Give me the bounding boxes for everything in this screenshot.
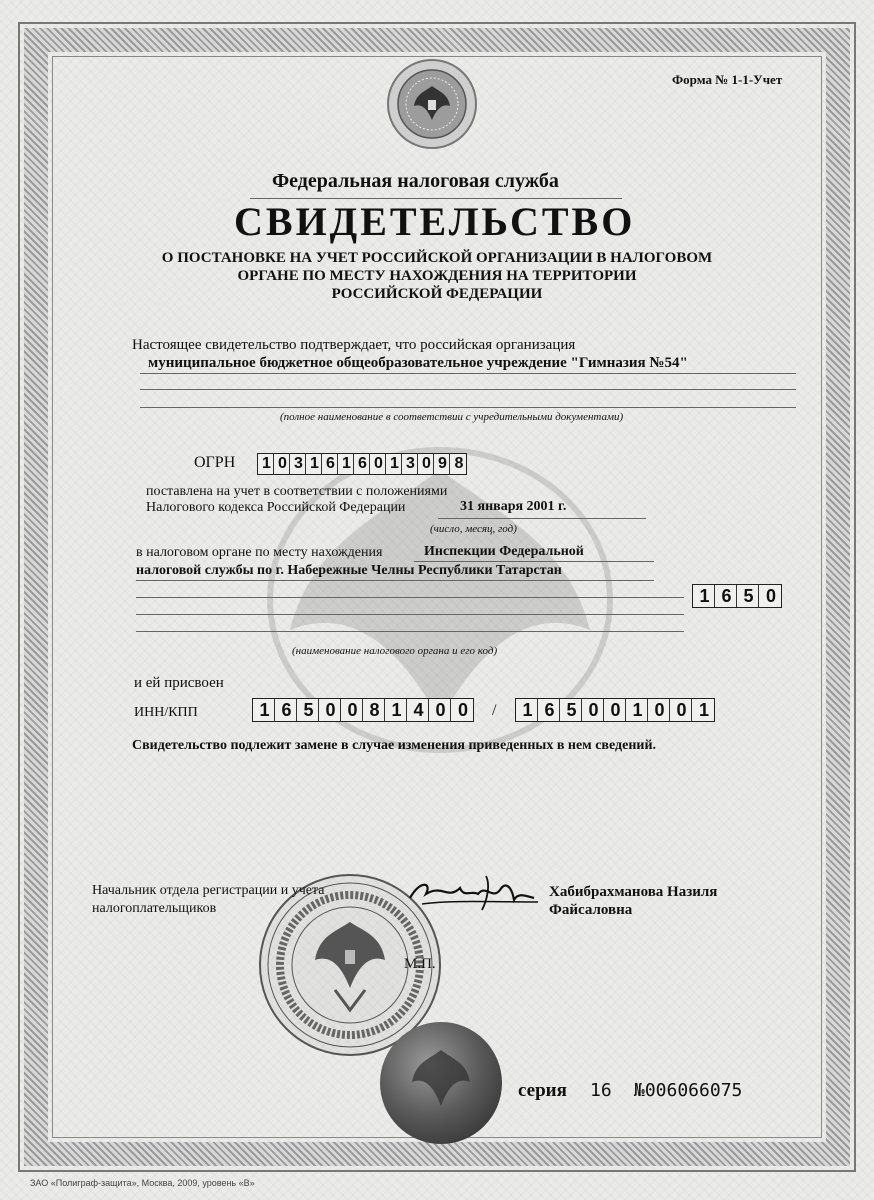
signer-name-2: Файсаловна <box>549 902 633 918</box>
tax-office-code-digit: 5 <box>737 585 759 607</box>
organization-name: муниципальное бюджетное общеобразовательное учреждение "Гимназия №54" <box>148 355 688 371</box>
series-label: серия <box>518 1080 567 1101</box>
kpp-digit: 5 <box>560 699 582 721</box>
stamp-place-label: М.П. <box>404 956 436 972</box>
inn-digit: 6 <box>275 699 297 721</box>
subtitle-line-3: РОССИЙСКОЙ ФЕДЕРАЦИИ <box>331 286 543 302</box>
signer-name-1: Хабибрахманова Назиля <box>549 884 718 900</box>
tax-office-code-digit: 6 <box>715 585 737 607</box>
tax-office-intro: в налоговом органе по месту нахождения <box>136 545 383 560</box>
inn-digit: 1 <box>385 699 407 721</box>
form-number: Форма № 1-1-Учет <box>672 72 783 87</box>
agency-name: Федеральная налоговая служба <box>272 170 559 192</box>
inn-digit: 4 <box>407 699 429 721</box>
date-caption: (число, месяц, год) <box>430 523 517 535</box>
inn-digit: 0 <box>341 699 363 721</box>
ogrn-digit: 1 <box>306 454 322 474</box>
subtitle-line-2: ОРГАНЕ ПО МЕСТУ НАХОЖДЕНИЯ НА ТЕРРИТОРИИ <box>237 268 637 284</box>
signature-icon <box>402 870 542 920</box>
kpp-digit: 1 <box>698 699 709 720</box>
signer-position-2: налогоплательщиков <box>92 901 217 916</box>
ogrn-field <box>257 453 467 475</box>
kpp-field <box>515 698 715 722</box>
ogrn-digit: 1 <box>338 454 354 474</box>
registered-line-1: поставлена на учет в соответствии с положениями <box>146 484 448 499</box>
tax-office-name-2: налоговой службы по г. Набережные Челны Республики Татарстан <box>136 563 562 578</box>
printer-info: ЗАО «Полиграф-защита», Москва, 2009, уровень «В» <box>30 1178 255 1188</box>
ogrn-digit: 3 <box>290 454 306 474</box>
replacement-notice: Свидетельство подлежит замене в случае изменения приведенных в нем сведений. <box>132 738 657 753</box>
series-value: 16 <box>590 1080 612 1101</box>
inn-kpp-label: ИНН/КПП <box>134 705 198 720</box>
emblem-seal-icon <box>386 58 478 150</box>
ogrn-label: ОГРН <box>194 454 236 471</box>
org-name-caption: (полное наименование в соответствии с учредительными документами) <box>280 411 624 423</box>
signer-position-1: Начальник отдела регистрации и учета <box>92 883 325 898</box>
inn-digit: 0 <box>429 699 451 721</box>
tax-office-name-1: Инспекции Федеральной <box>424 544 584 559</box>
ogrn-digit: 0 <box>274 454 290 474</box>
tax-office-code-field <box>692 584 782 608</box>
ogrn-digit: 0 <box>418 454 434 474</box>
ogrn-digit: 8 <box>454 455 464 472</box>
kpp-digit: 0 <box>582 699 604 721</box>
confirm-text: Настоящее свидетельство подтверждает, что российская организация <box>132 337 576 353</box>
inn-field <box>252 698 474 722</box>
kpp-digit: 1 <box>516 699 538 721</box>
subtitle-line-1: О ПОСТАНОВКЕ НА УЧЕТ РОССИЙСКОЙ ОРГАНИЗАЦИИ В НАЛОГОВОМ <box>161 250 713 266</box>
kpp-digit: 6 <box>538 699 560 721</box>
registered-line-2: Налогового кодекса Российской Федерации <box>146 500 406 515</box>
certificate-number: №006066075 <box>634 1080 743 1101</box>
registration-date: 31 января 2001 г. <box>460 499 567 514</box>
kpp-digit: 0 <box>604 699 626 721</box>
ogrn-digit: 3 <box>402 454 418 474</box>
ogrn-digit: 6 <box>354 454 370 474</box>
hologram-seal-icon <box>378 1020 504 1146</box>
kpp-digit: 0 <box>648 699 670 721</box>
inn-digit: 0 <box>457 699 468 720</box>
tax-office-code-digit: 0 <box>765 585 776 606</box>
inn-digit: 1 <box>253 699 275 721</box>
inn-digit: 0 <box>319 699 341 721</box>
kpp-digit: 1 <box>626 699 648 721</box>
ogrn-digit: 1 <box>258 454 274 474</box>
assigned-text: и ей присвоен <box>134 675 224 691</box>
ogrn-digit: 1 <box>386 454 402 474</box>
tax-office-caption: (наименование налогового органа и его код) <box>292 645 498 657</box>
inn-kpp-separator: / <box>492 702 497 719</box>
inn-digit: 8 <box>363 699 385 721</box>
ogrn-digit: 0 <box>370 454 386 474</box>
ogrn-digit: 9 <box>434 454 450 474</box>
certificate-title: СВИДЕТЕЛЬСТВО <box>234 199 636 244</box>
ogrn-digit: 6 <box>322 454 338 474</box>
inn-digit: 5 <box>297 699 319 721</box>
tax-office-code-digit: 1 <box>693 585 715 607</box>
kpp-digit: 0 <box>670 699 692 721</box>
